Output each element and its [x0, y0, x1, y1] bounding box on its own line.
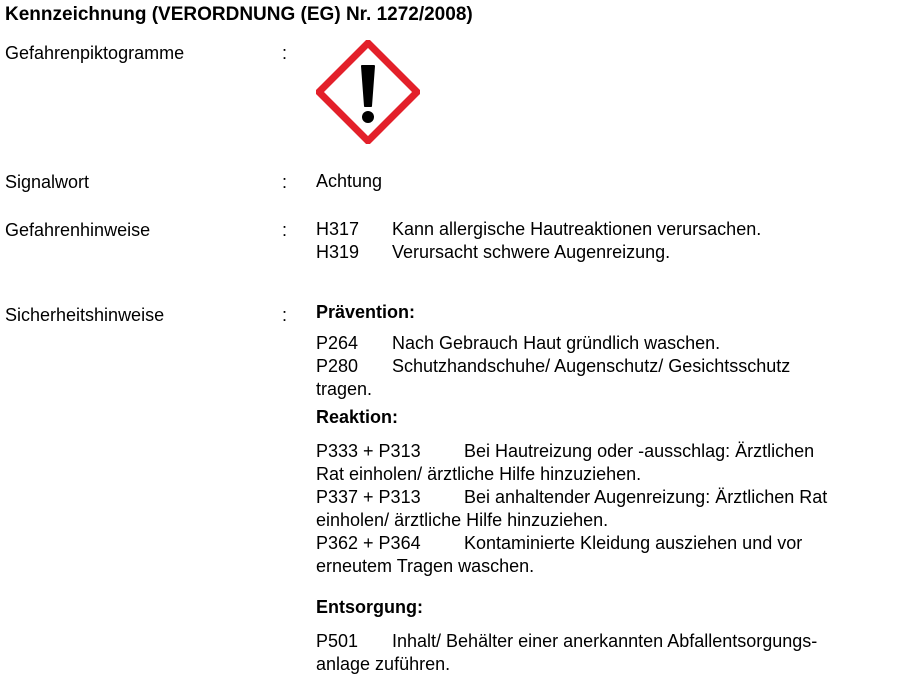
- disposal-heading: Entsorgung:: [316, 597, 423, 617]
- statement-p501: P501 Inhalt/ Behälter einer anerkannten Abfallentsorgungs-: [316, 631, 818, 651]
- colon: :: [282, 305, 288, 325]
- statement-p333-p313: P333 + P313 Bei Hautreizung oder -ausschlag: Ärztlichen: [316, 441, 815, 461]
- hazard-statement-h319: H319 Verursacht schwere Augenreizung.: [316, 242, 671, 262]
- ghs07-exclamation-mark-icon: [316, 40, 420, 144]
- colon: :: [282, 43, 288, 63]
- prevention-statements: [316, 332, 891, 401]
- statement-p333-p313-continued: Rat einholen/ ärztliche Hilfe hinzuziehen.: [316, 464, 642, 484]
- label-precautionary-statements: Sicherheitshinweise: [5, 305, 165, 325]
- statement-p362-p364: P362 + P364 Kontaminierte Kleidung ausziehen und vor: [316, 533, 803, 553]
- hazard-statement-h317: H317 Kann allergische Hautreaktionen verursachen.: [316, 219, 762, 239]
- section-title: Kennzeichnung (VERORDNUNG (EG) Nr. 1272/2008): [5, 4, 473, 25]
- label-signal-word: Signalwort: [5, 172, 90, 192]
- disposal-statements: [316, 630, 891, 676]
- colon: :: [282, 172, 288, 192]
- statement-p264: P264 Nach Gebrauch Haut gründlich waschen.: [316, 333, 721, 353]
- statement-p362-p364-continued: erneutem Tragen waschen.: [316, 556, 535, 576]
- label-hazard-statements: Gefahrenhinweise: [5, 220, 151, 240]
- colon: :: [282, 220, 288, 240]
- statement-p337-p313: P337 + P313 Bei anhaltender Augenreizung: Ärztlichen Rat: [316, 487, 828, 507]
- signal-word-value: Achtung: [316, 171, 383, 191]
- reaction-heading: Reaktion:: [316, 407, 399, 427]
- statement-p280-continued: tragen.: [316, 379, 373, 399]
- prevention-heading: Prävention:: [316, 302, 416, 322]
- label-pictograms: Gefahrenpiktogramme: [5, 43, 185, 63]
- statement-p501-continued: anlage zuführen.: [316, 654, 451, 674]
- reaction-statements: [316, 440, 891, 578]
- statement-p337-p313-continued: einholen/ ärztliche Hilfe hinzuziehen.: [316, 510, 609, 530]
- statement-p280: P280 Schutzhandschuhe/ Augenschutz/ Gesichtsschutz: [316, 356, 791, 376]
